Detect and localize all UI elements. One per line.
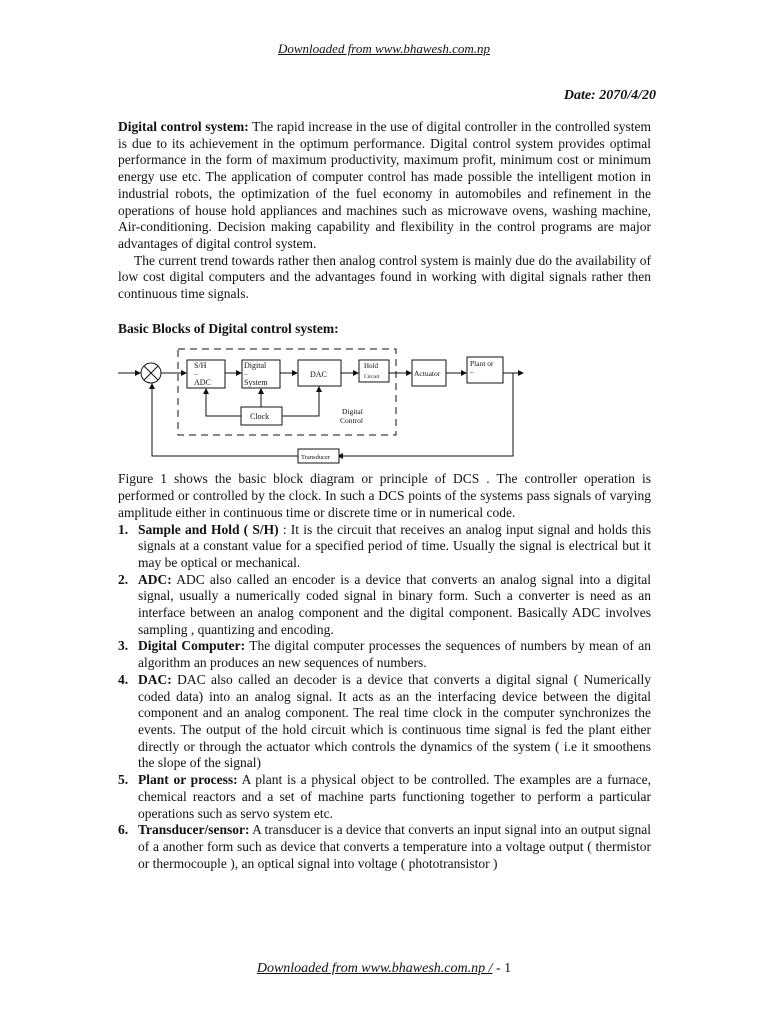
plant-label: Plant or (470, 359, 494, 369)
item-term: DAC: (138, 671, 172, 687)
item-number: 2. (118, 571, 129, 587)
item-number: 6. (118, 822, 129, 838)
list-item (118, 522, 651, 572)
item-text: DAC also called an decoder is a device that converts a digital signal ( Numerically coded data) into an analog signal. It acts as an the interfacing device between the digital component and an analog component. The real time clock in the computer synchronizes the events. The output of the hold circuit which is continuous time signal is fed the plant either directly or through the actuator which controls the dynamics of the system ( i.e it smoothens the slope of the signal) (138, 671, 651, 771)
item-number: 5. (118, 772, 129, 788)
dcs-block-diagram (118, 343, 651, 465)
item-term: Plant or process: (138, 772, 238, 788)
transducer-label: Transducer (301, 454, 331, 462)
item-term: Sample and Hold ( S/H) (138, 521, 279, 537)
item-term: Digital Computer: (138, 638, 246, 654)
document-date: Date: 2070/4/20 (563, 88, 656, 103)
figure-description: Figure 1 shows the basic block diagram or principle of DCS . The controller operation is performed or controlled by the clock. In such a DCS points of the systems pass signals of varying amplitude either in continuous time or discrete time or in numerical code. (118, 471, 651, 520)
clock-label: Clock (250, 412, 270, 422)
circuit-label: Circuit (364, 374, 380, 381)
clock-to-dac-line (282, 387, 319, 416)
list-item (118, 672, 651, 772)
list-item (118, 572, 651, 639)
item-text: The digital computer processes the sequences of numbers by mean of an algorithm an produces an new sequences of numbers. (138, 638, 651, 671)
item-number: 1. (118, 521, 129, 537)
intro-term: Digital control system: (118, 119, 249, 134)
list-item (118, 772, 651, 822)
dac-label: DAC (310, 370, 327, 380)
digital-control-label-2: Control (340, 416, 363, 426)
digital-label: Digital (244, 361, 267, 371)
sh-dash: – (194, 370, 198, 379)
digital-dash: – (244, 370, 248, 379)
digital-control-label-1: Digital (342, 407, 363, 417)
definitions-list (118, 522, 651, 873)
footer-source-link[interactable]: Downloaded from www.bhawesh.com.np / (256, 961, 493, 976)
actuator-label: Actuator (414, 369, 441, 379)
clock-to-adc-line (206, 389, 241, 416)
item-number: 4. (118, 671, 129, 687)
plant-dash: – (470, 368, 474, 377)
document-body (118, 119, 651, 872)
item-text: ADC also called an encoder is a device that converts an analog signal into a digital signal, usually a numerically coded signal in binary form. Such a converter is need as an interface between an analog component and the digital component. Basically ADC involves sampling , quantizing and encoding. (138, 571, 651, 637)
sh-label: S/H (194, 361, 207, 371)
item-number: 3. (118, 638, 129, 654)
item-text: : It is the circuit that receives an analog input signal and holds this signals at a constant value for a specified period of time. Usually the signal is electrical but it may be optical or mechanical. (138, 521, 651, 570)
hold-label: Hold (364, 362, 378, 371)
summing-junction-icon (141, 363, 161, 383)
list-item (118, 822, 651, 872)
item-term: ADC: (138, 571, 172, 587)
page-number: - 1 (492, 961, 512, 976)
item-text: A transducer is a device that converts an input signal into an output signal of a another form such as device that converts a temperature into a voltage output ( thermistor or thermocouple ), an optical signal into voltage ( phototransistor ) (138, 822, 651, 871)
intro-text: The rapid increase in the use of digital controller in the controlled system is due to its achievement in the optimum performance. Digital control system provides optimal performance in the form of maximum productivity, maximum profit, minimum cost or minimum energy use etc. The application of computer control has made possible the intelligent motion in industrial robots, the optimization of the fuel economy in automobiles and refinement in the operations of house hold appliances and machines such as microwave ovens, washing machine, Air-conditioning. Decision making capability and flexibility in the control programs are major advantages of digital control system. (118, 119, 651, 251)
list-item (118, 638, 651, 671)
section-heading: Basic Blocks of Digital control system: (118, 320, 339, 336)
adc-label: ADC (194, 378, 211, 388)
item-term: Transducer/sensor: (138, 822, 250, 838)
page-footer (0, 961, 768, 977)
download-source-header: Downloaded from www.bhawesh.com.np (278, 41, 490, 56)
trend-paragraph: The current trend towards rather then analog control system is mainly due do the availability of low cost digital computers and the advantages found in working with digital signals rather then continuous time signals. (118, 252, 651, 302)
intro-paragraph (118, 119, 651, 253)
item-text: A plant is a physical object to be controlled. The examples are a furnace, chemical reactors and a set of machine parts functioning together to perform a particular operations such as servo system etc. (138, 772, 651, 821)
system-label: System (244, 378, 268, 388)
